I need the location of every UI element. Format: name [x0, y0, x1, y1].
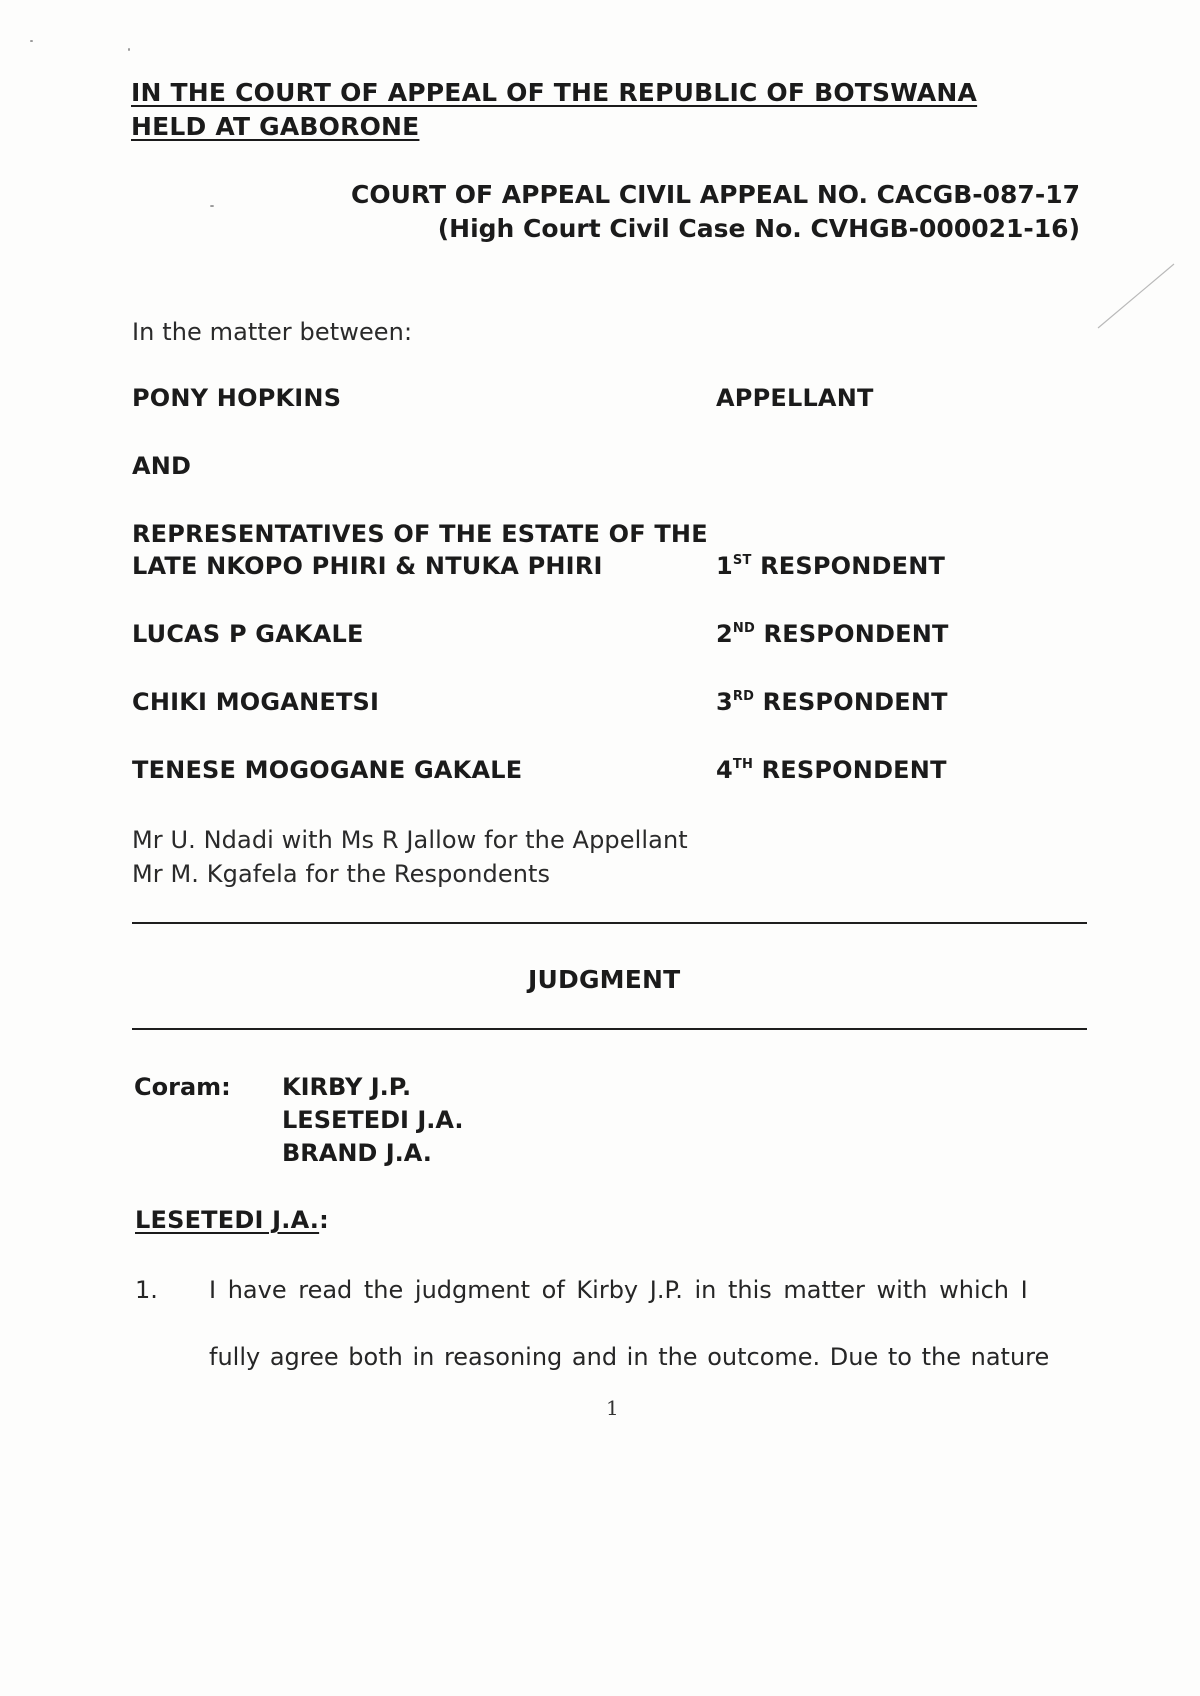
scan-mark: [1096, 262, 1176, 330]
scan-speck: [30, 40, 33, 42]
respondent-3-role-label: RESPONDENT: [762, 688, 948, 716]
page-number: 1: [606, 1396, 619, 1420]
respondent-3-ordinal: 3: [716, 688, 733, 716]
counsel-appellant: Mr U. Ndadi with Ms R Jallow for the Appellant: [132, 826, 688, 854]
respondent-2-role-label: RESPONDENT: [763, 620, 949, 648]
respondent-2-name: LUCAS P GAKALE: [132, 620, 364, 648]
respondent-1-name-line1: REPRESENTATIVES OF THE ESTATE OF THE: [132, 520, 708, 548]
court-heading: IN THE COURT OF APPEAL OF THE REPUBLIC OF BOTSWANA: [131, 78, 978, 107]
respondent-4-name: TENESE MOGOGANE GAKALE: [132, 756, 523, 784]
author-name: LESETEDI J.A.: [135, 1206, 320, 1234]
coram-judge-3: BRAND J.A.: [282, 1139, 432, 1167]
coram-judge-1: KIRBY J.P.: [282, 1073, 412, 1101]
appellant-role: APPELLANT: [716, 384, 874, 412]
judgment-title: JUDGMENT: [528, 965, 681, 994]
respondent-3-role: [716, 688, 948, 716]
appeal-case-number: COURT OF APPEAL CIVIL APPEAL NO. CACGB-087-17: [350, 180, 1080, 209]
scan-speck: [210, 205, 214, 207]
paragraph-line-2: fully agree both in reasoning and in the outcome. Due to the nature: [209, 1343, 1050, 1371]
respondent-4-ordinal: 4: [716, 756, 733, 784]
scan-speck: [128, 48, 130, 51]
respondent-1-ordinal: 1: [716, 552, 733, 580]
respondent-4-role-label: RESPONDENT: [761, 756, 947, 784]
divider-top: [132, 922, 1087, 924]
counsel-respondents: Mr M. Kgafela for the Respondents: [132, 860, 551, 888]
paragraph-line-1: I have read the judgment of Kirby J.P. in this matter with which I: [209, 1276, 1028, 1304]
coram-judge-2: LESETEDI J.A.: [282, 1106, 464, 1134]
respondent-4-role: [716, 756, 947, 784]
respondent-2-ordinal: 2: [716, 620, 733, 648]
coram-label: Coram:: [134, 1073, 231, 1101]
author-heading: [135, 1206, 329, 1234]
respondent-2-ordinal-suffix: ND: [732, 621, 755, 636]
respondent-3-name: CHIKI MOGANETSI: [132, 688, 380, 716]
respondent-1-role-label: RESPONDENT: [760, 552, 946, 580]
respondent-1-name-line2: LATE NKOPO PHIRI & NTUKA PHIRI: [132, 552, 603, 580]
author-suffix: :: [319, 1206, 329, 1234]
respondent-1-role: [716, 552, 945, 580]
high-court-case-number: (High Court Civil Case No. CVHGB-000021-16): [437, 214, 1080, 243]
matter-between: In the matter between:: [132, 318, 413, 346]
respondent-1-ordinal-suffix: ST: [732, 553, 752, 568]
paragraph-number: 1.: [135, 1276, 158, 1304]
divider-bottom: [132, 1028, 1087, 1030]
appellant-name: PONY HOPKINS: [132, 384, 342, 412]
respondent-3-ordinal-suffix: RD: [732, 689, 755, 704]
respondent-2-role: [716, 620, 949, 648]
respondent-4-ordinal-suffix: TH: [732, 757, 754, 772]
court-location: HELD AT GABORONE: [131, 112, 420, 141]
and-label: AND: [132, 452, 192, 480]
